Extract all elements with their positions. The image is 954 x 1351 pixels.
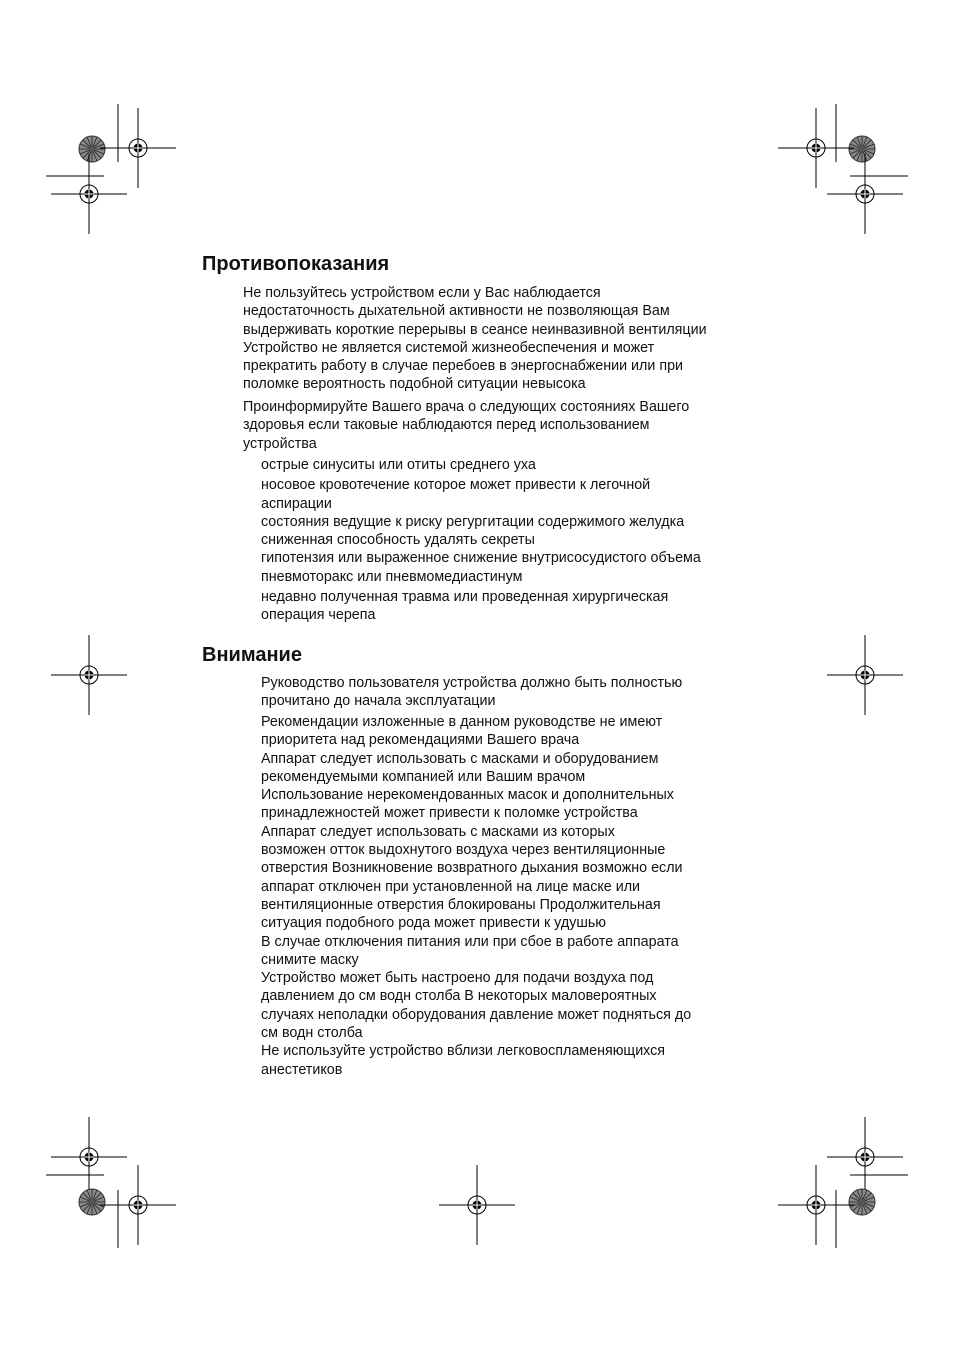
text-line: отверстия Возникновение возвратного дыхания возможно если	[261, 860, 683, 877]
text-line: Не используйте устройство вблизи легковоспламеняющихся	[261, 1043, 666, 1060]
text-line: В случае отключения питания или при сбое в работе аппарата	[261, 933, 679, 950]
list-item	[261, 476, 701, 513]
text-line: Рекомендации изложенные в данном руководстве не имеют	[261, 714, 663, 730]
list-item	[261, 513, 701, 550]
text-line: возможен отток выдохнутого воздуха через вентиляционные	[261, 842, 666, 859]
text-line: Использование нерекомендованных масок и дополнительных	[261, 787, 674, 804]
section-heading-warning: Внимание	[202, 644, 302, 666]
text-line: Руководство пользователя устройства должно быть полностью	[261, 675, 683, 691]
text-line: сниженная способность удалять секреты	[261, 532, 535, 549]
contraindications-paragraph-1	[243, 284, 707, 394]
text-line: острые синуситы или отиты среднего уха	[261, 457, 536, 473]
contraindications-list	[261, 456, 701, 625]
text-line: анестетиков	[261, 1061, 343, 1078]
text-line: Устройство не является системой жизнеобеспечения и может	[243, 339, 655, 356]
text-line: приоритета над рекомендациями Вашего врача	[261, 732, 580, 749]
text-line: устройства	[243, 435, 317, 452]
text-line: см водн столба	[261, 1025, 363, 1042]
warning-paragraph-1	[261, 674, 682, 711]
text-line: недостаточность дыхательной активности не позволяющая Вам	[243, 303, 670, 320]
list-item	[261, 549, 701, 586]
contraindications-paragraph-2	[243, 398, 689, 453]
text-line: прекратить работу в случае перебоев в энергоснабжении или при	[243, 358, 684, 375]
text-line: снимите маску	[261, 951, 359, 968]
text-line: недавно полученная травма или проведенная хирургическая	[261, 589, 669, 606]
text-line: случаях неполадки оборудования давление может подняться до	[261, 1006, 692, 1023]
text-line: вентиляционные отверстия блокированы Продолжительная	[261, 896, 661, 913]
text-line: Аппарат следует использовать с масками из которых	[261, 823, 615, 840]
list-item	[261, 588, 701, 625]
text-line: операция черепа	[261, 607, 376, 624]
text-line: Проинформируйте Вашего врача о следующих состояниях Вашего	[243, 399, 690, 415]
text-line: рекомендуемыми компанией или Вашим врачом	[261, 768, 586, 785]
text-line: Устройство может быть настроено для подачи воздуха под	[261, 970, 654, 987]
section-heading-contraindications: Противопоказания	[202, 253, 390, 275]
text-line: носовое кровотечение которое может привести к легочной	[261, 477, 651, 494]
text-line: принадлежностей может привести к поломке устройства	[261, 805, 638, 822]
text-line: давлением до см водн столба В некоторых маловероятных	[261, 988, 657, 1005]
text-line: выдерживать короткие перерывы в сеансе неинвазивной вентиляции	[243, 321, 707, 338]
text-line: прочитано до начала эксплуатации	[261, 693, 496, 710]
text-line: ситуация подобного рода может привести к удушью	[261, 915, 606, 932]
text-line: поломке вероятность подобной ситуации невысока	[243, 376, 586, 393]
text-line: аспирации	[261, 495, 332, 512]
text-line: состояния ведущие к риску регургитации содержимого желудка	[261, 513, 685, 530]
text-line: здоровья если таковые наблюдаются перед использованием	[243, 417, 650, 434]
list-item	[261, 456, 701, 474]
text-line: аппарат отключен при установленной на лице маске или	[261, 878, 641, 895]
text-line: пневмоторакс или пневмомедиастинум	[261, 568, 523, 585]
warning-paragraph-2	[261, 713, 691, 1079]
text-line: Аппарат следует использовать с масками и оборудованием	[261, 750, 659, 767]
text-line: Не пользуйтесь устройством если у Вас наблюдается	[243, 285, 601, 301]
text-line: гипотензия или выраженное снижение внутрисосудистого объема	[261, 550, 701, 567]
